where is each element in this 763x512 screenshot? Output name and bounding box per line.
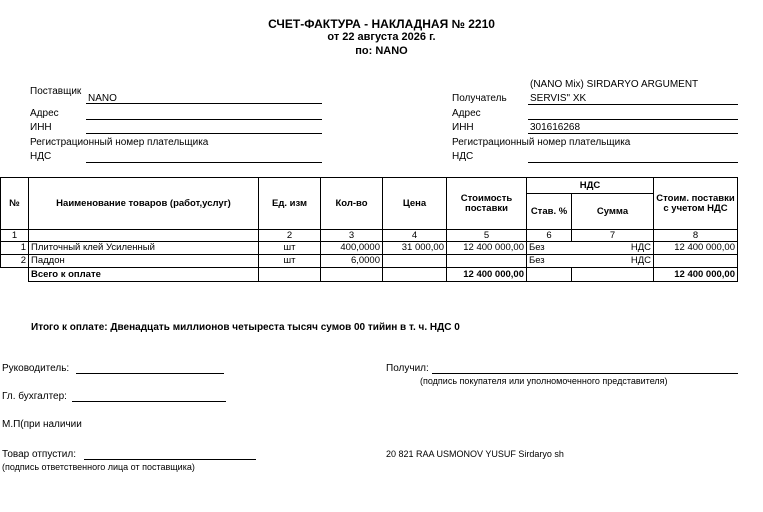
colnum-6: 6: [527, 230, 572, 242]
recipient-inn: 301616268: [530, 122, 581, 133]
row-total: [654, 255, 738, 268]
recipient-name-line1: (NANO Mix) SIRDARYO ARGUMENT: [530, 79, 699, 90]
header-num: №: [1, 178, 29, 230]
header-qty: Кол-во: [321, 178, 383, 230]
recipient-vat-line: [528, 162, 738, 163]
document-title: СЧЕТ-ФАКТУРА - НАКЛАДНАЯ № 2210: [268, 17, 495, 31]
header-cost: Стоимость поставки: [447, 178, 527, 230]
total-empty-unit: [259, 268, 321, 282]
supplier-address-line: [86, 119, 322, 120]
row-name: Плиточный клей Усиленный: [29, 242, 259, 255]
row-unit: шт: [259, 255, 321, 268]
released-sign-line: [84, 459, 256, 460]
recipient-underline: [528, 104, 738, 105]
document-po: по: NANO: [355, 45, 408, 57]
table-row: [1, 242, 738, 255]
total-empty-qty: [321, 268, 383, 282]
total-empty-price: [383, 268, 447, 282]
received-label: Получил:: [386, 363, 429, 374]
total-empty-num: [1, 268, 29, 282]
received-note: (подпись покупателя или уполномоченного представителя): [420, 376, 668, 386]
row-cost: [447, 255, 527, 268]
supplier-address-label: Адрес: [30, 108, 59, 119]
row-rate: Без: [527, 255, 572, 268]
head-label: Руководитель:: [2, 363, 70, 374]
header-vat-rate: Став. %: [527, 194, 572, 230]
row-qty: 6,0000: [321, 255, 383, 268]
received-sign-line: [432, 373, 738, 374]
header-vat-sum: Сумма: [572, 194, 654, 230]
supplier-inn-label: ИНН: [30, 122, 52, 133]
row-unit: шт: [259, 242, 321, 255]
released-label: Товар отпустил:: [2, 449, 76, 460]
header-vat: НДС: [527, 178, 654, 194]
total-sum: 12 400 000,00: [654, 268, 738, 282]
supplier-inn-line: [86, 133, 322, 134]
row-num: 2: [1, 255, 29, 268]
supplier-name: NANO: [88, 93, 117, 104]
invoice-table: [0, 177, 738, 282]
row-qty: 400,0000: [321, 242, 383, 255]
colnum-8: 8: [654, 230, 738, 242]
header-name: Наименование товаров (работ,услуг): [29, 178, 259, 230]
supplier-vat-label: НДС: [30, 151, 52, 162]
row-total: 12 400 000,00: [654, 242, 738, 255]
recipient-label: Получатель: [452, 93, 507, 104]
row-num: 1: [1, 242, 29, 255]
recipient-address-label: Адрес: [452, 108, 481, 119]
stamp-label: М.П(при наличии: [2, 419, 82, 430]
accountant-sign-line: [72, 401, 226, 402]
row-vat: НДС: [572, 255, 654, 268]
header-unit: Ед. изм: [259, 178, 321, 230]
total-cost: 12 400 000,00: [447, 268, 527, 282]
colnum-1: 1: [1, 230, 29, 242]
total-row: [1, 268, 738, 282]
document-date: от 22 августа 2026 г.: [327, 31, 436, 43]
colnum-4: 4: [383, 230, 447, 242]
total-empty-rate: [527, 268, 572, 282]
colnum-3: 3: [321, 230, 383, 242]
table-row: [1, 255, 738, 268]
receiver-info: 20 821 RAA USMONOV YUSUF Sirdaryo sh: [386, 449, 564, 459]
accountant-label: Гл. бухгалтер:: [2, 391, 67, 402]
released-note: (подпись ответственного лица от поставщика): [2, 462, 195, 472]
supplier-reg-label: Регистрационный номер плательщика: [30, 137, 209, 148]
total-empty-vat: [572, 268, 654, 282]
supplier-vat-line: [86, 162, 322, 163]
row-name: Паддон: [29, 255, 259, 268]
head-sign-line: [76, 373, 224, 374]
row-price: 31 000,00: [383, 242, 447, 255]
recipient-reg-label: Регистрационный номер плательщика: [452, 137, 631, 148]
row-vat: НДС: [572, 242, 654, 255]
supplier-label: Поставщик: [30, 86, 82, 97]
header-price: Цена: [383, 178, 447, 230]
row-cost: 12 400 000,00: [447, 242, 527, 255]
row-price: [383, 255, 447, 268]
amount-in-words: Итого к оплате: Двенадцать миллионов четыреста тысяч сумов 00 тийин в т. ч. НДС 0: [31, 322, 460, 333]
colnum-2: 2: [259, 230, 321, 242]
recipient-inn-line: [528, 133, 738, 134]
colnum-5: 5: [447, 230, 527, 242]
supplier-underline: [86, 103, 322, 104]
recipient-address-line: [528, 119, 738, 120]
row-rate: Без: [527, 242, 572, 255]
recipient-name-line2: SERVIS" XK: [530, 93, 587, 104]
colnum-7: 7: [572, 230, 654, 242]
total-label: Всего к оплате: [29, 268, 259, 282]
recipient-inn-label: ИНН: [452, 122, 474, 133]
header-total: Стоим. поставки с учетом НДС: [654, 178, 738, 230]
recipient-vat-label: НДС: [452, 151, 474, 162]
